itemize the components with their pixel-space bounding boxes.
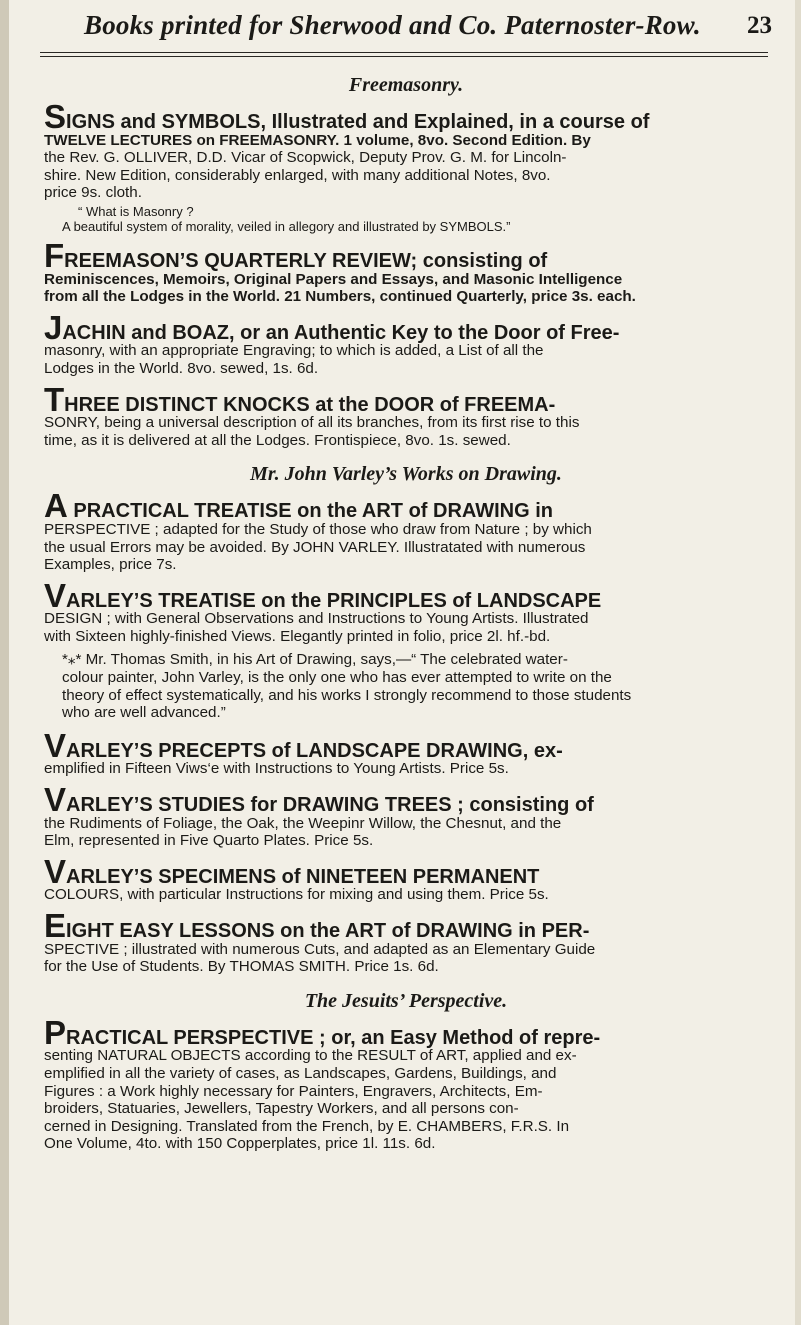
entry-heading-text: PRACTICAL TREATISE on the ART of DRAWING in [67, 500, 553, 523]
page-edge-left [0, 0, 9, 1325]
section-title-varley: Mr. John Varley’s Works on Drawing. [250, 463, 562, 486]
initial-capital: V [44, 852, 67, 890]
entry-line: for the Use of Students. By THOMAS SMITH. Price 1s. 6d. [44, 958, 439, 976]
entry-heading-text: ACHIN and BOAZ, or an Authentic Key to the Door of Free- [62, 321, 620, 344]
entry-line: PERSPECTIVE ; adapted for the Study of those who draw from Nature ; by which [44, 520, 592, 538]
initial-capital: F [44, 236, 65, 274]
entry-line: DESIGN ; with General Observations and Instructions to Young Artists. Illustrated [44, 610, 589, 628]
initial-capital: V [44, 726, 67, 764]
entry-heading [44, 487, 782, 525]
note-line: who are well advanced.” [62, 704, 226, 722]
initial-capital: A [44, 487, 68, 525]
entry-line: Elm, represented in Five Quarto Plates. Price 5s. [44, 832, 374, 850]
entry-line: time, as it is delivered at all the Lodges. Frontispiece, 8vo. 1s. sewed. [44, 431, 511, 449]
entry-line: Examples, price 7s. [44, 556, 177, 574]
page-header [30, 0, 782, 60]
initial-capital: V [44, 781, 67, 819]
entry-practical-treatise [44, 487, 782, 574]
entry-line: shire. New Edition, considerably enlarged, with many additional Notes, 8vo. [44, 166, 551, 184]
entry-heading-text: IGNS and SYMBOLS, Illustrated and Explained, in a course of [66, 111, 650, 133]
entry-line: Figures : a Work highly necessary for Painters, Engravers, Architects, Em- [44, 1082, 543, 1100]
initial-capital: S [44, 98, 67, 135]
entry-line: masonry, with an appropriate Engraving; to which is added, a List of all the [44, 342, 544, 360]
note-line: colour painter, John Varley, is the only one who has ever attempted to write on the [62, 669, 612, 687]
entry-line: the Rev. G. OLLIVER, D.D. Vicar of Scopwick, Deputy Prov. G. M. for Lincoln- [44, 149, 567, 167]
entry-heading-text: ARLEY’S STUDIES for DRAWING TREES ; consisting of [66, 794, 594, 817]
entry-line: senting NATURAL OBJECTS according to the RESULT of ART, applied and ex- [44, 1047, 577, 1065]
entry-line: from all the Lodges in the World. 21 Numbers, continued Quarterly, price 3s. each. [44, 288, 636, 306]
entry-line: COLOURS, with particular Instructions for mixing and using them. Price 5s. [44, 886, 549, 904]
entry-line: Lodges in the World. 8vo. sewed, 1s. 6d. [44, 359, 319, 377]
entry-line: Reminiscences, Memoirs, Original Papers and Essays, and Masonic Intelligence [44, 270, 623, 288]
quote-line: A beautiful system of morality, veiled in allegory and illustrated by SYMBOLS.” [62, 218, 511, 234]
entry-heading [44, 308, 782, 346]
entry-heading [44, 98, 782, 135]
entry-line: broiders, Statuaries, Jewellers, Tapestry Workers, and all persons con- [44, 1100, 519, 1118]
note-line: *⁎* Mr. Thomas Smith, in his Art of Drawing, says,—“ The celebrated water- [62, 651, 568, 669]
initial-capital: P [44, 1013, 67, 1051]
section-title-jesuits: The Jesuits’ Perspective. [304, 989, 508, 1012]
entry-signs-and-symbols [44, 98, 782, 202]
editorial-note [62, 651, 782, 721]
initial-capital: E [44, 907, 67, 944]
header-rule [40, 52, 768, 53]
initial-capital: V [44, 576, 67, 614]
page-edge-right [795, 0, 801, 1325]
entry-practical-perspective [44, 1013, 782, 1153]
entry-line: SPECTIVE ; illustrated with numerous Cuts, and adapted as an Elementary Guide [44, 940, 596, 958]
entry-line: emplified in all the variety of cases, as Landscapes, Gardens, Buildings, and [44, 1064, 557, 1082]
initial-capital: J [44, 308, 63, 346]
entry-line: emplified in Fifteen Viws‘e with Instructions to Young Artists. Price 5s. [44, 760, 509, 778]
entry-heading [44, 726, 782, 764]
entry-line: the Rudiments of Foliage, the Oak, the Weepinr Willow, the Chesnut, and the [44, 814, 562, 832]
entry-line: cerned in Designing. Translated from the French, by E. CHAMBERS, F.R.S. In [44, 1117, 570, 1135]
entry-line: the usual Errors may be avoided. By JOHN VARLEY. Illustratated with numerous [44, 538, 586, 556]
entry-heading-text: HREE DISTINCT KNOCKS at the DOOR of FREEMA- [64, 393, 556, 416]
entry-heading [44, 236, 782, 274]
catalogue-page [30, 0, 782, 1165]
entry-line: One Volume, 4to. with 150 Copperplates, price 1l. 11s. 6d. [44, 1135, 436, 1153]
entry-varley-precepts [44, 726, 782, 778]
entry-quarterly-review [44, 236, 782, 306]
entry-varley-treatise-landscape [44, 576, 782, 646]
entry-three-distinct-knocks [44, 380, 782, 450]
entry-varley-specimens [44, 852, 782, 904]
note-line: theory of effect systematically, and his works I strongly recommend to those students [62, 686, 632, 704]
entry-heading [44, 781, 782, 819]
entry-eight-easy-lessons [44, 907, 782, 976]
entry-heading [44, 907, 782, 944]
initial-capital: T [44, 380, 65, 418]
entry-line: price 9s. cloth. [44, 184, 142, 202]
header-rule-thin [40, 56, 768, 57]
entry-heading-text: ARLEY’S PRECEPTS of LANDSCAPE DRAWING, ex- [66, 739, 563, 762]
section-title-freemasonry: Freemasonry. [348, 74, 464, 96]
entry-varley-studies-trees [44, 781, 782, 850]
entry-heading [44, 1013, 782, 1051]
entry-heading-text: REEMASON’S QUARTERLY REVIEW; consisting of [64, 249, 548, 272]
entry-heading-text: ARLEY’S SPECIMENS of NINETEEN PERMANENT [66, 865, 540, 888]
entry-heading-text: IGHT EASY LESSONS on the ART of DRAWING in PER- [66, 920, 590, 942]
entry-heading [44, 380, 782, 418]
running-title: Books printed for Sherwood and Co. Paternoster-Row. [84, 10, 701, 40]
quote-line: “ What is Masonry ? [78, 203, 194, 219]
epigraph-quote [62, 204, 782, 234]
entry-line: with Sixteen highly-finished Views. Elegantly printed in folio, price 2l. hf.-bd. [44, 627, 551, 645]
entry-heading-text: RACTICAL PERSPECTIVE ; or, an Easy Method of repre- [66, 1026, 601, 1049]
entry-heading [44, 852, 782, 890]
entry-line: SONRY, being a universal description of all its branches, from its first rise to this [44, 414, 580, 432]
entry-line: TWELVE LECTURES on FREEMASONRY. 1 volume, 8vo. Second Edition. By [44, 131, 591, 149]
entry-jachin-and-boaz [44, 308, 782, 378]
entry-heading [44, 576, 782, 614]
page-number: 23 [747, 12, 772, 39]
entry-heading-text: ARLEY’S TREATISE on the PRINCIPLES of LANDSCAPE [66, 589, 602, 612]
